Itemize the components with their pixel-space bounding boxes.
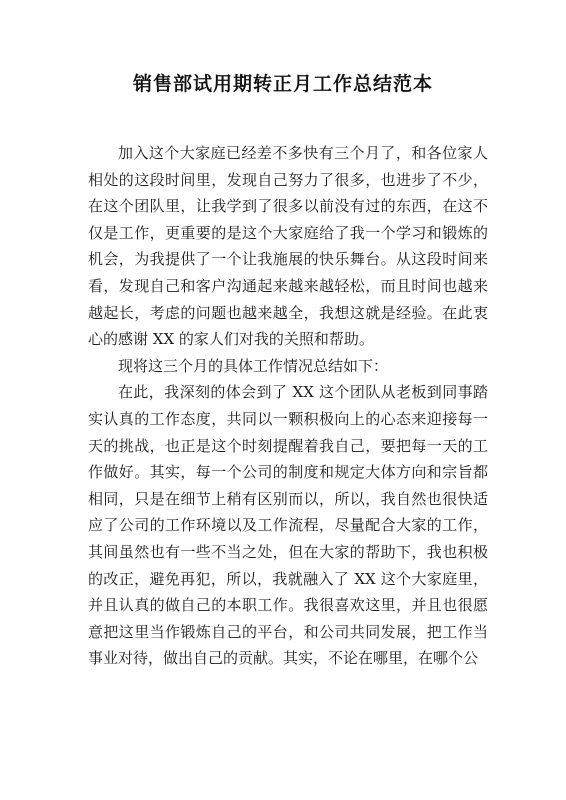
- document-body: [88, 140, 488, 672]
- paragraph-summary-lead: 现将这三个月的具体工作情况总结如下：: [118, 356, 389, 375]
- paragraph-intro: 加入这个大家庭已经差不多快有三个月了，和各位家人相处的这段时间里，发现自己努力了很多，也进步了不少，在这个团队里，让我学到了很多以前没有过的东西，在这不仅是工作，更重要的是这个大家庭给了我一个学习和锻炼的机会，为我提供了一个让我施展的快乐舞台。从这段时间来看，发现自己和客户沟通起来越来越轻松，而且时间也越来越起长，考虑的问题也越来越全，我想这就是经验。在此衷心的感谢 XX 的家人们对我的关照和帮助。: [88, 144, 488, 349]
- document-title: 销售部试用期转正月工作总结范本: [132, 73, 433, 95]
- paragraph-experience: 在此，我深刻的体会到了 XX 这个团队从老板到同事踏实认真的工作态度，共同以一颗积极向上的心态来迎接每一天的挑战，也正是这个时刻提醒着我自己，要把每一天的工作做好。其实，每一个公司的制度和规定大体方向和宗旨都相同，只是在细节上稍有区别而以，所以，我自然也很快适应了公司的工作环境以及工作流程，尽量配合大家的工作，其间虽然也有一些不当之处，但在大家的帮助下，我也积极的改正，避免再犯，所以，我就融入了 XX 这个大家庭里，并且认真的做自己的本职工作。我很喜欢这里，并且也很愿意把这里当作锻炼自己的平台，和公司共同发展，把工作当事业对待，做出自己的贡献。其实，不论在哪里，在哪个公: [88, 383, 488, 668]
